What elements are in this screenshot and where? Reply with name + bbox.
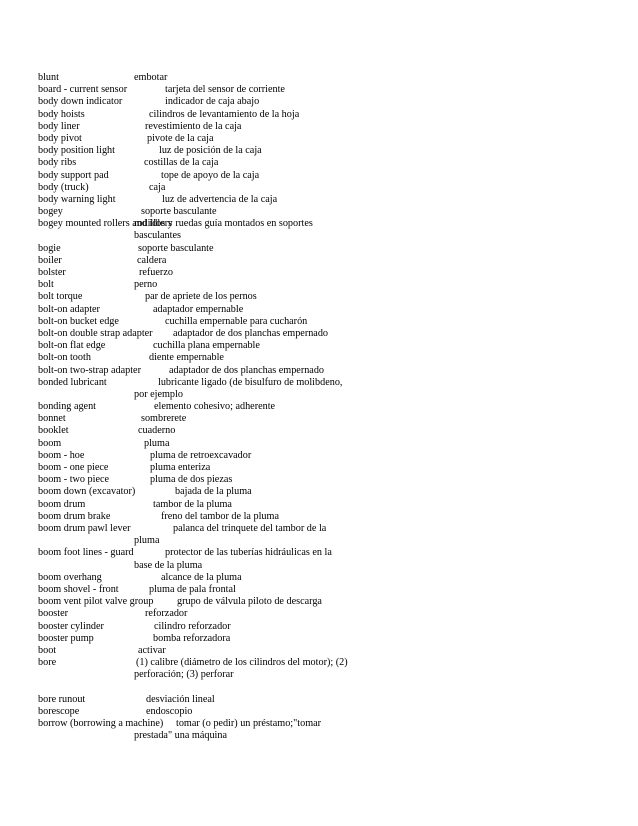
entry-term: bolt-on two-strap adapter — [38, 364, 141, 376]
entry-term: bolt-on double strap adapter — [38, 327, 153, 339]
entry-definition: pluma enteriza — [150, 462, 211, 474]
entry-definition: pluma de retroexcavador — [150, 449, 252, 461]
glossary-entry — [38, 694, 358, 706]
glossary-entry — [38, 608, 358, 620]
entry-definition: (1) calibre (diámetro de los cilindros del motor); (2) perforación; (3) perforar — [134, 657, 348, 681]
entry-definition: adaptador empernable — [153, 303, 244, 315]
glossary-entry — [38, 304, 358, 316]
glossary-entry — [38, 170, 358, 182]
glossary-entry — [38, 316, 358, 328]
entry-term: body down indicator — [38, 96, 123, 108]
entry-definition: adaptador de dos planchas empernado — [173, 327, 329, 339]
entry-term: body liner — [38, 120, 80, 132]
entry-definition: refuerzo — [139, 267, 173, 279]
entry-definition: diente empernable — [149, 352, 224, 364]
glossary-list — [38, 72, 358, 742]
entry-definition: luz de advertencia de la caja — [162, 193, 278, 205]
entry-term: bolt torque — [38, 291, 83, 303]
entry-definition: cuchilla plana empernable — [153, 340, 260, 352]
glossary-entry — [38, 474, 358, 486]
glossary-entry — [38, 511, 358, 523]
glossary-entry — [38, 450, 358, 462]
entry-definition: lubricante ligado (de bisulfuro de molibdeno, por ejemplo — [134, 376, 343, 400]
entry-term: body ribs — [38, 157, 77, 169]
entry-term: bonded lubricant — [38, 376, 107, 388]
entry-definition: costillas de la caja — [144, 157, 219, 169]
glossary-entry — [38, 645, 358, 657]
entry-term: booster — [38, 608, 68, 620]
glossary-entry — [38, 72, 358, 84]
entry-term: boom drum pawl lever — [38, 522, 131, 534]
entry-term: boom overhang — [38, 571, 102, 583]
entry-term: bolster — [38, 267, 66, 279]
entry-term: boom down (excavator) — [38, 486, 136, 498]
entry-term: bogey — [38, 206, 63, 218]
glossary-entry — [38, 133, 358, 145]
glossary-entry — [38, 291, 358, 303]
entry-definition: pluma de pala frontal — [149, 583, 236, 595]
entry-definition: cuaderno — [138, 425, 176, 437]
entry-term: booster cylinder — [38, 620, 104, 632]
glossary-entry — [38, 462, 358, 474]
glossary-entry — [38, 401, 358, 413]
entry-definition: bajada de la pluma — [175, 486, 252, 498]
entry-term: boiler — [38, 254, 62, 266]
entry-definition: tambor de la pluma — [153, 498, 232, 510]
glossary-entry — [38, 267, 358, 279]
glossary-entry — [38, 328, 358, 340]
glossary-entry — [38, 109, 358, 121]
glossary-entry — [38, 584, 358, 596]
glossary-entry — [38, 413, 358, 425]
entry-definition: activar — [138, 644, 166, 656]
entry-term: boom shovel - front — [38, 583, 119, 595]
entry-definition: tope de apoyo de la caja — [161, 169, 260, 181]
entry-definition: pluma — [144, 437, 170, 449]
entry-definition: cilindros de levantamiento de la hoja — [149, 108, 300, 120]
glossary-entry — [38, 145, 358, 157]
entry-definition: par de apriete de los pernos — [145, 291, 257, 303]
glossary-entry — [38, 243, 358, 255]
glossary-entry — [38, 182, 358, 194]
entry-definition: freno del tambor de la pluma — [161, 510, 279, 522]
entry-term: bonding agent — [38, 401, 97, 413]
entry-definition: caldera — [137, 254, 167, 266]
entry-term: bore runout — [38, 693, 86, 705]
entry-term: board - current sensor — [38, 84, 128, 96]
glossary-entry — [38, 596, 358, 608]
entry-definition: alcance de la pluma — [161, 571, 242, 583]
glossary-entry — [38, 523, 358, 547]
entry-definition: palanca del trinquete del tambor de la pluma — [134, 522, 327, 547]
glossary-entry — [38, 377, 358, 401]
glossary-entry — [38, 657, 358, 694]
entry-definition: caja — [149, 181, 166, 193]
entry-definition: desviación lineal — [146, 693, 215, 705]
entry-term: bolt-on flat edge — [38, 340, 106, 352]
entry-term: booklet — [38, 425, 69, 437]
entry-term: blunt — [38, 72, 59, 83]
glossary-entry — [38, 486, 358, 498]
entry-term: bogey mounted rollers and idlers — [38, 218, 173, 230]
entry-term: body (truck) — [38, 181, 89, 193]
glossary-entry — [38, 621, 358, 633]
glossary-entry — [38, 547, 358, 571]
entry-definition: luz de posición de la caja — [159, 145, 262, 157]
entry-definition: sombrerete — [141, 413, 187, 425]
entry-definition: endoscopio — [146, 705, 193, 717]
entry-term: bonnet — [38, 413, 66, 425]
entry-definition: pivote de la caja — [147, 132, 214, 144]
entry-term: boom drum brake — [38, 510, 111, 522]
entry-term: body support pad — [38, 169, 109, 181]
entry-term: bogie — [38, 242, 61, 254]
entry-definition: grupo de válvula piloto de descarga — [177, 596, 322, 608]
glossary-entry — [38, 121, 358, 133]
glossary-entry — [38, 279, 358, 291]
entry-term: booster pump — [38, 632, 94, 644]
glossary-entry — [38, 718, 358, 742]
glossary-entry — [38, 706, 358, 718]
entry-term: boom - one piece — [38, 462, 109, 474]
entry-definition: cilindro reforzador — [154, 620, 231, 632]
glossary-entry — [38, 96, 358, 108]
entry-definition: reforzador — [145, 608, 188, 620]
entry-definition: elemento cohesivo; adherente — [154, 401, 276, 413]
entry-term: body hoists — [38, 108, 85, 120]
entry-term: body pivot — [38, 132, 82, 144]
entry-term: boom foot lines - guard — [38, 547, 134, 559]
entry-definition: perno — [134, 279, 158, 291]
entry-term: boom - two piece — [38, 474, 110, 486]
glossary-entry — [38, 194, 358, 206]
entry-term: bolt-on bucket edge — [38, 315, 119, 327]
entry-definition: cuchilla empernable para cucharón — [165, 315, 308, 327]
entry-definition: revestimiento de la caja — [145, 120, 242, 132]
entry-definition: adaptador de dos planchas empernado — [169, 364, 325, 376]
entry-term: bolt — [38, 279, 54, 291]
entry-definition: tomar (o pedir) un préstamo;"tomar prestada" una máquina — [134, 718, 322, 742]
entry-definition: embotar — [134, 72, 168, 83]
glossary-entry — [38, 572, 358, 584]
glossary-entry — [38, 365, 358, 377]
entry-definition: protector de las tuberías hidráulicas en la base de la pluma — [134, 547, 332, 571]
entry-term: bolt-on adapter — [38, 303, 100, 315]
entry-definition: tarjeta del sensor de corriente — [165, 84, 285, 96]
entry-definition: rodillos y ruedas guía montados en soportes basculantes — [134, 218, 313, 242]
entry-term: borrow (borrowing a machine) — [38, 718, 164, 730]
entry-term: boom drum — [38, 498, 86, 510]
entry-term: boom — [38, 437, 62, 449]
glossary-entry — [38, 499, 358, 511]
entry-definition: pluma de dos piezas — [150, 474, 233, 486]
entry-definition: bomba reforzadora — [153, 632, 231, 644]
glossary-entry — [38, 218, 358, 242]
entry-definition: indicador de caja abajo — [165, 96, 260, 108]
glossary-entry — [38, 633, 358, 645]
glossary-entry — [38, 206, 358, 218]
glossary-entry — [38, 84, 358, 96]
entry-term: boom - hoe — [38, 449, 85, 461]
glossary-entry — [38, 340, 358, 352]
entry-term: borescope — [38, 705, 80, 717]
glossary-entry — [38, 255, 358, 267]
glossary-entry — [38, 425, 358, 437]
glossary-entry — [38, 352, 358, 364]
entry-term: boom vent pilot valve group — [38, 596, 154, 608]
entry-term: body warning light — [38, 193, 116, 205]
entry-term: bolt-on tooth — [38, 352, 91, 364]
entry-definition: soporte basculante — [138, 242, 214, 254]
glossary-entry — [38, 157, 358, 169]
entry-term: boot — [38, 644, 57, 656]
entry-term: body position light — [38, 145, 115, 157]
glossary-entry — [38, 438, 358, 450]
entry-definition: soporte basculante — [141, 206, 217, 218]
entry-term: bore — [38, 657, 57, 669]
